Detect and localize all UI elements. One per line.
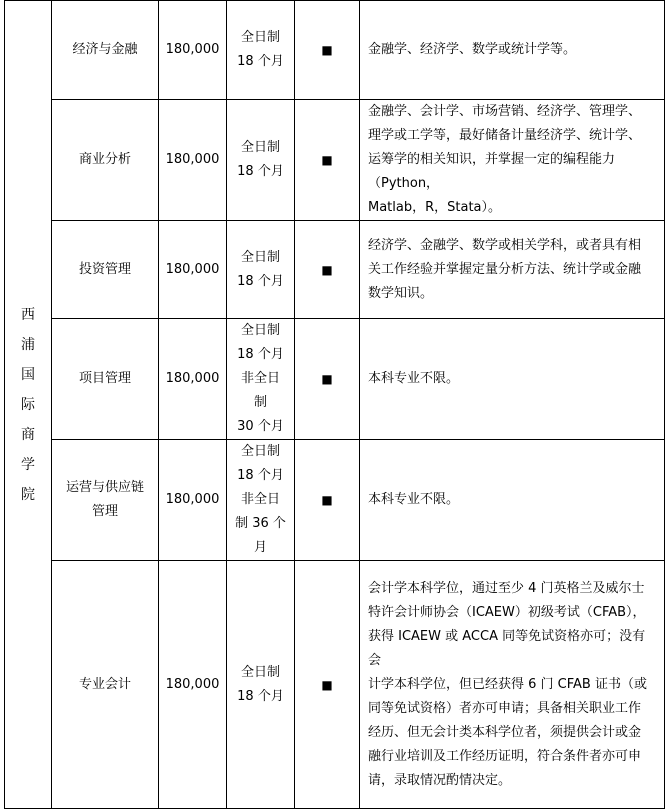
program-requirements — [360, 440, 665, 561]
req-line: 运筹学的相关知识，并掌握一定的编程能力 — [368, 152, 616, 167]
school-char: 际 — [21, 396, 35, 413]
mode-line: 30 个月 — [237, 419, 284, 434]
school-name-cell — [5, 1, 52, 809]
table-row — [5, 561, 665, 809]
program-name — [52, 440, 159, 561]
program-fee: 180,000 — [159, 1, 227, 100]
bullet-mark: ■ — [295, 221, 360, 319]
bullet-mark: ■ — [295, 561, 360, 809]
mode-line: 全日制 — [240, 249, 280, 265]
mode-line: 18 个月 — [237, 273, 284, 289]
program-fee: 180,000 — [159, 221, 227, 319]
req-line: Matlab，R，Stata）。 — [368, 200, 502, 215]
mode-line: 全日制 — [240, 323, 280, 338]
mode-line: 全日制 — [240, 664, 280, 680]
req-line: 同等免试资格）者亦可申请；具备相关职业工作 — [368, 700, 642, 716]
mode-line: 非全日 — [240, 371, 280, 386]
mode-line: 18 个月 — [237, 688, 284, 704]
req-line: 请，录取情况酌情决定。 — [368, 772, 512, 788]
program-mode — [227, 561, 295, 809]
program-requirements — [360, 221, 665, 319]
req-line: 获得 ICAEW 或 ACCA 同等免试资格亦可；没有会 — [368, 628, 646, 668]
program-name: 商业分析 — [52, 100, 159, 221]
table-row — [5, 221, 665, 319]
mode-line: 18 个月 — [237, 164, 284, 179]
req-line: 本科专业不限。 — [368, 492, 460, 507]
school-char: 商 — [21, 426, 35, 443]
program-mode — [227, 1, 295, 100]
program-requirements — [360, 561, 665, 809]
program-name: 投资管理 — [52, 221, 159, 319]
table-row — [5, 100, 665, 221]
table-row — [5, 1, 665, 100]
program-name-line: 运营与供应链 — [65, 480, 144, 495]
table-row — [5, 440, 665, 561]
req-line: 经历、但无会计类本科学位者，须提供会计或金 — [368, 724, 642, 740]
mode-line: 制 — [253, 395, 267, 410]
school-char: 学 — [21, 456, 35, 473]
mode-line: 全日制 — [240, 30, 280, 45]
req-line: 融行业培训及工作经历证明，符合条件者亦可申 — [368, 748, 642, 764]
mode-line: 18 个月 — [237, 347, 284, 362]
mode-line: 月 — [253, 540, 267, 555]
program-table — [4, 0, 665, 809]
school-char: 国 — [21, 366, 35, 383]
req-line: 理学或工学等，最好储备计量经济学、统计学、 — [368, 128, 642, 143]
req-line: 计学本科学位，但已经获得 6 门 CFAB 证书（或 — [368, 676, 647, 692]
program-fee: 180,000 — [159, 440, 227, 561]
program-mode — [227, 440, 295, 561]
program-mode — [227, 100, 295, 221]
req-line: 本科专业不限。 — [368, 371, 460, 386]
mode-line: 非全日 — [240, 492, 280, 507]
mode-line: 制 36 个 — [235, 516, 286, 531]
req-line: 关工作经验并掌握定量分析方法、统计学或金融 — [368, 261, 642, 277]
program-requirements — [360, 100, 665, 221]
program-requirements — [360, 1, 665, 100]
bullet-mark: ■ — [295, 1, 360, 100]
school-char: 院 — [21, 486, 35, 503]
program-fee: 180,000 — [159, 319, 227, 440]
school-char: 浦 — [21, 336, 35, 353]
program-mode — [227, 221, 295, 319]
program-mode — [227, 319, 295, 440]
req-line: 经济学、金融学、数学或相关学科，或者具有相 — [368, 237, 642, 253]
table-row — [5, 319, 665, 440]
school-char: 西 — [21, 306, 35, 323]
program-name-line: 管理 — [91, 504, 118, 519]
bullet-mark: ■ — [295, 440, 360, 561]
program-name: 经济与金融 — [52, 1, 159, 100]
program-name: 项目管理 — [52, 319, 159, 440]
req-line: 数学知识。 — [368, 285, 434, 301]
bullet-mark: ■ — [295, 319, 360, 440]
program-fee: 180,000 — [159, 100, 227, 221]
req-line: 会计学本科学位，通过至少 4 门英格兰及威尔士 — [368, 580, 645, 596]
mode-line: 全日制 — [240, 140, 280, 155]
mode-line: 全日制 — [240, 444, 280, 459]
program-requirements — [360, 319, 665, 440]
req-line: （Python， — [368, 176, 440, 191]
req-line: 金融学、经济学、数学或统计学等。 — [368, 42, 577, 57]
program-name: 专业会计 — [52, 561, 159, 809]
req-line: 金融学、会计学、市场营销、经济学、管理学、 — [368, 104, 642, 119]
req-line: 特许会计师协会（ICAEW）初级考试（CFAB）， — [368, 604, 646, 620]
program-fee: 180,000 — [159, 561, 227, 809]
bullet-mark: ■ — [295, 100, 360, 221]
mode-line: 18 个月 — [237, 54, 284, 69]
mode-line: 18 个月 — [237, 468, 284, 483]
